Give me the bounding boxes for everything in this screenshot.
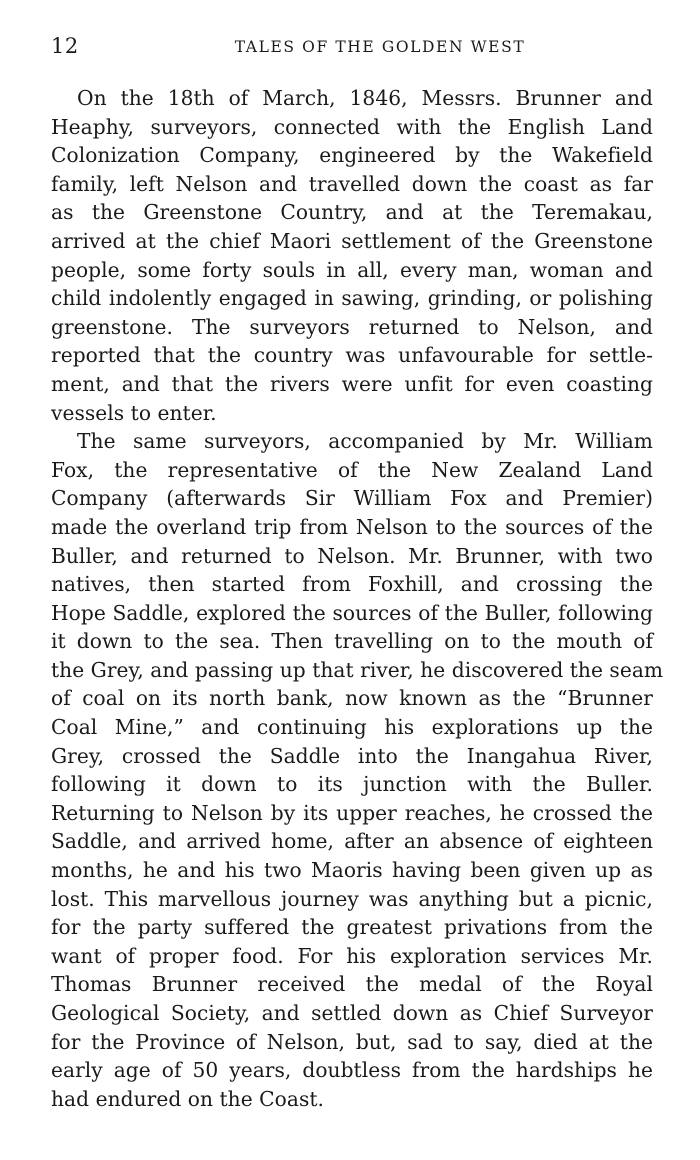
text-line: the Grey, and passing up that river, he discovered the seam (51, 657, 664, 682)
running-head: TALES OF THE GOLDEN WEST (234, 38, 526, 56)
text-line: greenstone. The surveyors returned to Nelson, and (51, 314, 653, 339)
text-line: Colonization Company, engineered by the Wakefield (51, 143, 653, 168)
text-line: family, left Nelson and travelled down the coast as far (51, 171, 653, 196)
text-line: lost. This marvellous journey was anything but a picnic, (51, 886, 653, 911)
text-line: Thomas Brunner received the medal of the Royal (51, 972, 653, 997)
text-line: of coal on its north bank, now known as the “Brunner (51, 686, 653, 711)
text-line: reported that the country was unfavourable for settle- (51, 343, 653, 368)
text-line: for the party suffered the greatest privations from the (51, 915, 653, 940)
text-line: want of proper food. For his exploration services Mr. (51, 943, 653, 968)
text-line: people, some forty souls in all, every man, woman and (51, 257, 653, 282)
text-line: ment, and that the rivers were unfit for even coasting (51, 371, 653, 396)
text-line: The same surveyors, accompanied by Mr. William (77, 429, 653, 454)
text-line: had endured on the Coast. (51, 1086, 325, 1111)
text-line: months, he and his two Maoris having been given up as (51, 858, 653, 883)
text-line: Saddle, and arrived home, after an absence of eighteen (51, 829, 653, 854)
text-line: arrived at the chief Maori settlement of the Greenstone (51, 228, 653, 253)
text-line: Buller, and returned to Nelson. Mr. Brunner, with two (51, 543, 653, 568)
body-text (51, 84, 664, 1113)
text-line: following it down to its junction with the Buller. (51, 772, 653, 797)
text-line: vessels to enter. (51, 400, 217, 425)
text-line: Returning to Nelson by its upper reaches, he crossed the (51, 800, 653, 825)
text-line: Grey, crossed the Saddle into the Inangahua River, (51, 743, 653, 768)
page-number: 12 (51, 34, 79, 58)
text-line: Geological Society, and settled down as Chief Surveyor (51, 1001, 653, 1025)
paragraph-1 (51, 84, 653, 427)
text-line: made the overland trip from Nelson to the sources of the (51, 514, 653, 539)
text-line: Heaphy, surveyors, connected with the English Land (51, 114, 653, 139)
text-line: for the Province of Nelson, but, sad to say, died at the (51, 1029, 653, 1054)
text-line: it down to the sea. Then travelling on to the mouth of (51, 629, 653, 654)
text-line: Hope Saddle, explored the sources of the Buller, following (51, 600, 653, 625)
text-line: Fox, the representative of the New Zealand Land (51, 457, 653, 482)
text-line: as the Greenstone Country, and at the Teremakau, (51, 200, 653, 225)
text-line: natives, then started from Foxhill, and crossing the (51, 572, 653, 597)
text-line: early age of 50 years, doubtless from the hardships he (51, 1058, 653, 1083)
text-line: On the 18th of March, 1846, Messrs. Brunner and (77, 86, 653, 110)
text-line: Company (afterwards Sir William Fox and Premier) (51, 486, 653, 511)
text-line: Coal Mine,” and continuing his explorations up the (51, 715, 653, 740)
text-line: child indolently engaged in sawing, grinding, or polishing (51, 286, 653, 311)
paragraph-2 (51, 427, 664, 1113)
